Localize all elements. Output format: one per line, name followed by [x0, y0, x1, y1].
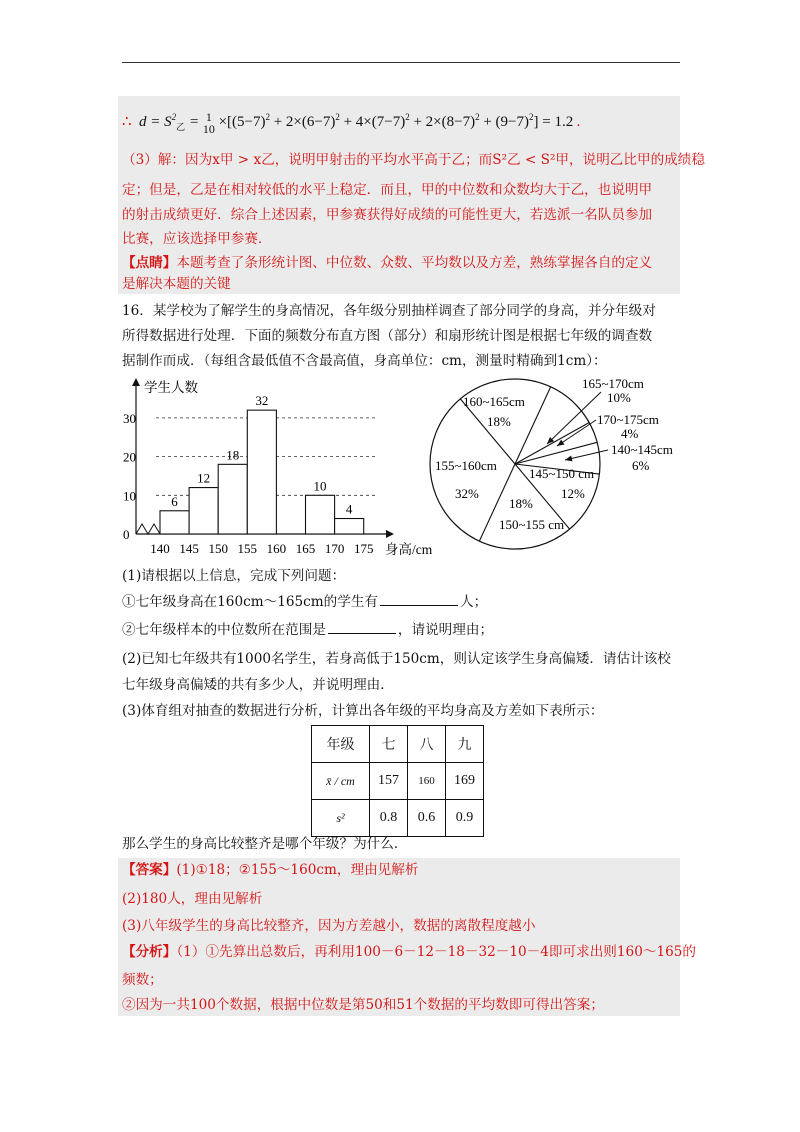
table-cell: x̄ / cm [312, 763, 370, 800]
question-intro-1: 16．某学校为了解学生的身高情况，各年级分别抽样调查了部分同学的身高，并分年级对 [122, 303, 656, 319]
bar-value-label: 6 [171, 493, 178, 509]
histogram-bar [160, 511, 189, 534]
pie-percent: 10% [607, 390, 631, 405]
pie-percent: 18% [509, 496, 533, 511]
q1a-line [122, 592, 487, 612]
table-header-cell: 八 [408, 726, 446, 763]
q1b-line [122, 620, 493, 640]
x-tick-label: 155 [237, 541, 258, 556]
bar-value-label: 4 [345, 501, 353, 517]
table-row [312, 800, 484, 837]
pie-label: 150~155 cm [499, 517, 565, 532]
table-cell: 157 [370, 763, 408, 800]
pie-percent: 12% [561, 486, 585, 501]
pie-percent: 6% [632, 458, 650, 473]
part3-line-3: 的射击成绩更好．综合上述因素，甲参赛获得好成绩的可能性更大，若选派一名队员参加 [122, 207, 653, 223]
part3-line-4: 比赛，应该选择甲参赛． [122, 231, 272, 247]
q1a-suffix: 人； [460, 594, 488, 610]
answer-text-1: (1)①18；②155～160cm，理由见解析 [176, 862, 419, 878]
q1a-text: ①七年级身高在160cm～165cm的学生有 [122, 594, 379, 610]
y-tick-label: 20 [123, 449, 136, 465]
analysis-tag: 【分析】 [122, 944, 177, 960]
table-header-cell: 七 [370, 726, 408, 763]
x-tick-label: 175 [353, 541, 374, 556]
comment-tag: 【点睛】 [122, 255, 177, 271]
answer-line-1 [122, 860, 418, 880]
y-tick-label: 30 [123, 410, 136, 426]
table-cell: s² [312, 800, 370, 837]
pie-percent: 4% [621, 426, 639, 441]
answer-line-2: (2)180人，理由见解析 [122, 891, 263, 907]
analysis-line-3: ②因为一共100个数据，根据中位数是第50和51个数据的平均数即可得出答案； [122, 997, 604, 1013]
pie-label: 165~170cm [582, 376, 644, 391]
q2-line-1: (2)已知七年级共有1000名学生，若身高低于150cm，则认定该学生身高偏矮．请估计该校 [122, 651, 671, 667]
answer-line-3: (3)八年级学生的身高比较整齐，因为方差越小，数据的离散程度越小 [122, 918, 536, 934]
pie-label: 145~150 cm [529, 466, 595, 481]
histogram-bar [247, 410, 276, 534]
q1-text: (1)请根据以上信息，完成下列问题： [122, 568, 346, 584]
table-cell: 0.8 [370, 800, 408, 837]
x-tick-label: 170 [324, 541, 345, 556]
x-tick-label: 145 [179, 541, 199, 556]
y-axis-arrow [132, 378, 140, 386]
pie-label: 155~160cm [435, 458, 497, 473]
histogram-bar [335, 519, 364, 534]
x-tick-label: 165 [295, 541, 316, 556]
q1a-blank[interactable] [380, 592, 458, 606]
variance-formula: ∴ $d = S^2_乙 = 1$ $10 \times[(5-7)^2 + 2\times(6-7)^2 + 4\times(7-7)^2 + 2\times(8-7)^2 + (9-7)^2] = 1.2$ . [122, 109, 581, 136]
table-cell: 0.9 [446, 800, 484, 837]
x-axis-label: 身高/cm [385, 542, 433, 557]
therefore-symbol: ∴ [122, 114, 132, 130]
x-tick-label: 150 [208, 541, 228, 556]
x-axis-arrow [386, 530, 394, 538]
table-header-cell: 九 [446, 726, 484, 763]
bar-value-label: 10 [313, 478, 327, 494]
comment-line-2: 是解决本题的关键 [122, 276, 231, 292]
y-tick-label: 10 [123, 488, 136, 504]
pie-label: 160~165cm [463, 394, 525, 409]
table-cell: 169 [446, 763, 484, 800]
histogram-chart [118, 372, 448, 564]
q2-line-2: 七年级身高偏矮的共有多少人，并说明理由． [122, 677, 394, 693]
x-tick-label: 160 [266, 541, 287, 556]
table-cell: 160 [408, 763, 446, 800]
analysis-text-1: （1）①先算出总数后，再利用100－6－12－18－32－10－4即可求出则160～165的 [176, 944, 696, 960]
q1b-suffix: ，请说明理由； [397, 622, 494, 638]
table-row [312, 763, 484, 800]
pie-label: 140~145cm [611, 442, 673, 457]
axis-break [136, 524, 160, 534]
table-header-cell: 年级 [312, 726, 370, 763]
q3-followup: 那么学生的身高比较整齐是哪个年级？为什么． [122, 836, 408, 852]
x-tick-label: 140 [150, 541, 170, 556]
question-intro-2: 所得数据进行处理．下面的频数分布直方图（部分）和扇形统计图是根据七年级的调查数 [122, 328, 653, 344]
table-cell: 0.6 [408, 800, 446, 837]
pie-label: 170~175cm [597, 412, 659, 427]
analysis-line-1 [122, 942, 696, 962]
pie-percent: 18% [487, 414, 511, 429]
analysis-line-2: 频数； [122, 972, 163, 988]
q3-text: (3)体育组对抽查的数据进行分析，计算出各年级的平均身高及方差如下表所示： [122, 703, 604, 719]
bar-value-label: 18 [226, 447, 240, 463]
pie-percent: 32% [455, 486, 479, 501]
answer-block [118, 858, 680, 1016]
header-rule [122, 62, 680, 63]
comment-text-1: 本题考查了条形统计图、中位数、众数、平均数以及方差，熟练掌握各自的定义 [176, 255, 653, 271]
y-axis-label: 学生人数 [144, 380, 198, 395]
part3-line-1: （3）解：因为x甲 > x乙，说明甲射击的平均水平高于乙；而S²乙 < S²甲，说明乙比甲的成绩稳 [122, 152, 705, 168]
stats-table [311, 725, 484, 837]
table-row [312, 726, 484, 763]
q1b-blank[interactable] [328, 620, 396, 634]
histogram-bar [189, 488, 218, 534]
q1b-text: ②七年级样本的中位数所在范围是 [122, 622, 326, 638]
question-intro-3: 据制作而成．（每组含最低值不含最高值，身高单位：cm，测量时精确到1cm）： [122, 353, 607, 369]
y-tick-label: 0 [123, 527, 130, 542]
part3-line-2: 定；但是，乙是在相对较低的水平上稳定．而且，甲的中位数和众数均大于乙，也说明甲 [122, 182, 653, 198]
answer-tag: 【答案】 [122, 862, 177, 878]
histogram-bar [306, 495, 335, 534]
pie-chart [425, 368, 685, 560]
bar-value-label: 12 [197, 470, 211, 486]
comment-line-1 [122, 253, 652, 273]
histogram-bar [218, 464, 247, 534]
bar-value-label: 32 [255, 393, 269, 409]
